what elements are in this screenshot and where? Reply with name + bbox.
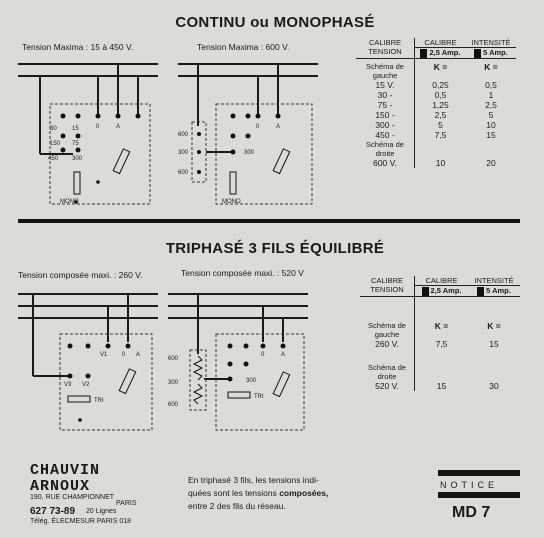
amp-marker-5	[477, 287, 484, 296]
row-k25: 7,5	[415, 130, 466, 140]
triphase-right-label: Tension composée maxi. : 520 V	[181, 268, 304, 278]
continu-left-diagram	[18, 54, 168, 214]
terminal-150: 150	[50, 141, 61, 147]
row-k25: 1,25	[415, 100, 466, 110]
triphase-calibre-table	[360, 276, 520, 391]
inner-300: 300	[244, 150, 255, 156]
k-label-5: K =	[484, 61, 498, 72]
row-droite-tension: 600 V.	[373, 157, 397, 168]
row-droite-k5: 30	[489, 380, 499, 391]
terminal-450: 450	[48, 156, 59, 162]
continu-right-diagram	[178, 54, 328, 214]
model-number: MD 7	[452, 504, 491, 521]
inner-300: 300	[246, 378, 257, 384]
row-tension: 75 -	[377, 99, 393, 110]
amp-25: 2,5 Amp.	[430, 286, 462, 295]
amp-5: 5 Amp.	[483, 48, 508, 57]
k-label-5: K =	[487, 320, 501, 331]
terminal-a: A	[136, 352, 141, 358]
triphase-right-diagram	[168, 284, 318, 434]
row-k5: 0,5	[485, 79, 497, 90]
side-600-bottom: 600	[168, 402, 179, 408]
continu-right-label: Tension Maxima : 600 V.	[197, 42, 290, 52]
amp-25: 2,5 Amp.	[429, 48, 461, 57]
note-line-3: entre 2 des fils du réseau.	[188, 501, 286, 511]
notice-bar-bottom	[438, 492, 520, 498]
row-droite-k5: 20	[486, 157, 496, 168]
brand-arnoux: ARNOUX	[30, 478, 91, 495]
row-droite-k25: 10	[415, 158, 466, 168]
continu-title: CONTINU ou MONOPHASÉ	[175, 14, 375, 31]
triphase-title: TRIPHASÉ 3 FILS ÉQUILIBRÉ	[165, 240, 385, 257]
schema-gauche: Schéma de gauche	[366, 61, 404, 80]
triphase-left-diagram	[18, 284, 168, 434]
tri-label-right: TRI	[254, 394, 264, 400]
side-600-top: 600	[168, 356, 179, 362]
row-k25: 2,5	[415, 110, 466, 120]
amp-marker-25	[420, 49, 427, 58]
row-gauche-k25: 7,5	[415, 339, 469, 349]
triphase-left-label: Tension composée maxi. : 260 V.	[18, 270, 143, 280]
col-calibre-tension: CALIBRE TENSION	[368, 38, 402, 56]
terminal-15: 15	[72, 126, 79, 132]
row-k5: 5	[488, 109, 494, 120]
col-calibre: CALIBRE	[415, 38, 466, 48]
inner-a: A	[281, 352, 286, 358]
row-gauche-tension: 260 V.	[375, 338, 399, 349]
row-k25: 5	[415, 120, 466, 130]
inner-a: A	[276, 124, 281, 130]
mono-label: MONO	[60, 199, 79, 205]
row-tension: 15 V.	[375, 79, 395, 90]
notice-label: NOTICE	[440, 480, 499, 490]
row-tension: 300 -	[375, 119, 395, 130]
schema-droite: Schéma de droite	[366, 139, 404, 158]
tri-label: TRI	[94, 398, 104, 404]
k-label-25: K =	[415, 321, 469, 339]
terminal-0: 0	[122, 352, 126, 358]
terminal-v1: V1	[100, 352, 108, 358]
note-line-1: En triphasé 3 fils, les tensions indi-	[188, 475, 319, 485]
phone: 627 73-89	[30, 506, 76, 517]
schema-gauche: Schéma de gauche	[368, 320, 406, 339]
notice-bar-top	[438, 470, 520, 476]
row-tension: 30 -	[377, 89, 393, 100]
phone-lines: 20 Lignes	[86, 508, 117, 515]
terminal-v2: V2	[82, 382, 90, 388]
terminal-30: 30	[50, 126, 57, 132]
row-tension: 450 -	[375, 129, 395, 140]
col-intensite: INTENSITÉ	[468, 276, 520, 286]
col-calibre: CALIBRE	[415, 276, 469, 286]
amp-marker-5	[474, 49, 481, 58]
telegram: Télég. ÉLECMESUR PARIS 018	[30, 518, 132, 525]
schema-droite: Schéma de droite	[368, 362, 406, 381]
row-k5: 15	[486, 129, 496, 140]
row-gauche-k5: 15	[489, 338, 499, 349]
terminal-v3: V3	[64, 382, 72, 388]
row-droite-tension: 520 V.	[375, 380, 399, 391]
col-calibre-tension: CALIBRE TENSION	[370, 276, 404, 294]
note-line-2a: quées sont les tensions	[188, 488, 280, 498]
terminal-0: 0	[96, 124, 100, 130]
city: PARIS	[116, 500, 137, 507]
row-k25: 0,25	[415, 80, 466, 90]
row-droite-k25: 15	[415, 381, 469, 391]
note-line-2b: composées,	[279, 488, 329, 498]
address: 190, RUE CHAMPIONNET	[30, 494, 115, 501]
row-k25: 0,5	[415, 90, 466, 100]
mono-label-right: MONO	[222, 199, 241, 205]
row-tension: 150 -	[375, 109, 395, 120]
amp-marker-25	[422, 287, 429, 296]
brand-chauvin: CHAUVIN	[30, 462, 101, 479]
continu-left-label: Tension Maxima : 15 à 450 V.	[22, 42, 134, 52]
terminal-a: A	[116, 124, 121, 130]
amp-5: 5 Amp.	[486, 286, 511, 295]
row-k5: 1	[488, 89, 494, 100]
inner-0: 0	[256, 124, 260, 130]
side-300: 300	[168, 380, 179, 386]
footer-note	[188, 474, 328, 513]
side-600-bottom: 600	[178, 170, 189, 176]
terminal-300: 300	[72, 156, 83, 162]
k-label-25: K =	[415, 58, 466, 80]
row-k5: 2,5	[485, 99, 497, 110]
col-intensite: INTENSITÉ	[466, 38, 516, 48]
row-k5: 10	[486, 119, 496, 130]
inner-0: 0	[261, 352, 265, 358]
continu-calibre-table	[356, 38, 516, 168]
side-600-top: 600	[178, 132, 189, 138]
terminal-75: 75	[72, 141, 79, 147]
section-divider	[18, 219, 520, 223]
side-300: 300	[178, 150, 189, 156]
